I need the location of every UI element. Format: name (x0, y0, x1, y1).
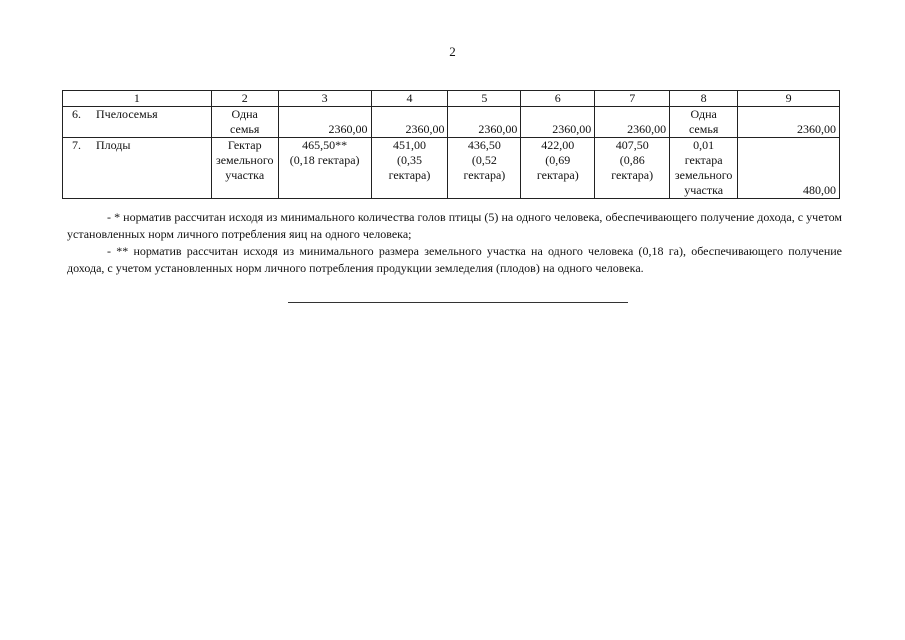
value-cell: 2360,00 (448, 107, 521, 138)
unit-cell: Гектар земельного участка (211, 138, 278, 199)
table-header-row (63, 91, 840, 107)
header-cell: 6 (521, 91, 595, 107)
table-row (63, 107, 840, 138)
value-cell: 451,00 (0,35 гектара) (371, 138, 448, 199)
unit-cell: Одна семья (211, 107, 278, 138)
header-cell: 3 (278, 91, 371, 107)
unit-cell: 0,01 гектара земельного участка (670, 138, 738, 199)
row-number: 7. (72, 138, 81, 152)
row-name-cell (63, 138, 212, 199)
row-name: Пчелосемья (96, 107, 158, 121)
value-cell: 2360,00 (371, 107, 448, 138)
row-number: 6. (72, 107, 81, 121)
header-cell: 4 (371, 91, 448, 107)
norm-table (62, 90, 840, 199)
value-cell: 465,50** (0,18 гектара) (278, 138, 371, 199)
header-cell: 5 (448, 91, 521, 107)
end-divider (288, 302, 628, 303)
row-name: Плоды (96, 138, 131, 152)
value-cell: 422,00 (0,69 гектара) (521, 138, 595, 199)
footnote: - * норматив рассчитан исходя из минимального количества голов птицы (5) на одного человека, обеспечивающего получение дохода, с учетом установленных норм личного потребления яиц на одного человека; (67, 210, 842, 241)
value-cell: 2360,00 (521, 107, 595, 138)
header-cell: 1 (63, 91, 212, 107)
row-name-cell (63, 107, 212, 138)
header-cell: 2 (211, 91, 278, 107)
value-cell: 436,50 (0,52 гектара) (448, 138, 521, 199)
footnote: - ** норматив рассчитан исходя из минимального размера земельного участка на одного человека (0,18 га), обеспечивающего получение дохода, с учетом установленных норм личного потребления продукции земледелия (плодов) на одного человека. (67, 244, 842, 275)
header-cell: 8 (670, 91, 738, 107)
table-row (63, 138, 840, 199)
value-cell: 2360,00 (278, 107, 371, 138)
page-number: 2 (449, 44, 456, 59)
value-cell: 407,50 (0,86 гектара) (595, 138, 670, 199)
header-cell: 9 (738, 91, 840, 107)
unit-cell: Одна семья (670, 107, 738, 138)
value-cell: 2360,00 (738, 107, 840, 138)
value-cell: 480,00 (738, 138, 840, 199)
value-cell: 2360,00 (595, 107, 670, 138)
footnotes (67, 209, 842, 277)
header-cell: 7 (595, 91, 670, 107)
